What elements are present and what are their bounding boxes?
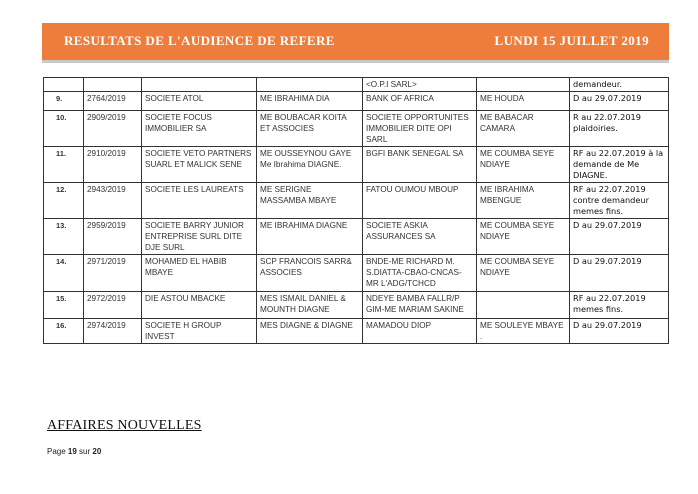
cell-num: 13. (44, 219, 84, 255)
cell-num: 11. (44, 147, 84, 183)
cell-lawyer1: ME BOUBACAR KOITA ET ASSOCIES (257, 111, 363, 147)
cell-lawyer2: ME COUMBA SEYE NDIAYE (477, 219, 570, 255)
cell-lawyer1: ME SERIGNE MASSAMBA MBAYE (257, 183, 363, 219)
cell-num: 15. (44, 292, 84, 319)
cell-party1: SOCIETE ATOL (142, 92, 257, 111)
table-row (44, 219, 669, 255)
cell-party1: MOHAMED EL HABIB MBAYE (142, 255, 257, 292)
cell-lawyer2: ME SOULEYE MBAYE . (477, 319, 570, 344)
table-row (44, 111, 669, 147)
cell-result: D au 29.07.2019 (570, 319, 669, 344)
document-title: RESULTATS DE L'AUDIENCE DE REFERE (64, 33, 335, 48)
cell-case: 2974/2019 (84, 319, 142, 344)
table-row (44, 183, 669, 219)
table-row (44, 319, 669, 344)
hearing-date: LUNDI 15 JUILLET 2019 (494, 33, 649, 48)
cell-party2: BGFI BANK SENEGAL SA (363, 147, 477, 183)
cell-lawyer1: MES ISMAIL DANIEL & MOUNTH DIAGNE (257, 292, 363, 319)
cell-result: D au 29.07.2019 (570, 92, 669, 111)
cell-case: 2971/2019 (84, 255, 142, 292)
results-table (43, 77, 669, 344)
cell-case: 2972/2019 (84, 292, 142, 319)
cell-party2: FATOU OUMOU MBOUP (363, 183, 477, 219)
cell-lawyer1: SCP FRANCOIS SARR& ASSOCIES (257, 255, 363, 292)
table-row-continuation (44, 78, 669, 92)
cell-case: 2959/2019 (84, 219, 142, 255)
cell-lawyer1: ME IBRAHIMA DIA (257, 92, 363, 111)
cell-lawyer2: ME COUMBA SEYE NDIAYE (477, 147, 570, 183)
page-footer (47, 447, 101, 456)
cell-party2: MAMADOU DIOP (363, 319, 477, 344)
cell-result: RF au 22.07.2019 à la demande de Me DIAGNE. (570, 147, 669, 183)
cell-result: D au 29.07.2019 (570, 255, 669, 292)
cell-party1: SOCIETE FOCUS IMMOBILIER SA (142, 111, 257, 147)
table-row (44, 92, 669, 111)
cell-lawyer2: ME HOUDA (477, 92, 570, 111)
cell-lawyer2: ME BABACAR CAMARA (477, 111, 570, 147)
cell-result: RF au 22.07.2019 memes fins. (570, 292, 669, 319)
section-title: AFFAIRES NOUVELLES (47, 418, 202, 433)
cell-num: 14. (44, 255, 84, 292)
continuation-result: demandeur. (570, 78, 669, 92)
cell-result: RF au 22.07.2019 contre demandeur memes fins. (570, 183, 669, 219)
cell-party2: SOCIETE OPPORTUNITES IMMOBILIER DITE OPI SARL (363, 111, 477, 147)
table-row (44, 255, 669, 292)
page-total: 20 (92, 447, 102, 456)
footer-middle: sur (76, 447, 93, 456)
cell-case: 2909/2019 (84, 111, 142, 147)
page-number: 19 (67, 447, 77, 456)
cell-party2: NDEYE BAMBA FALLR/P GIM-ME MARIAM SAKINE (363, 292, 477, 319)
cell-num: 10. (44, 111, 84, 147)
cell-result: R au 22.07.2019 plaidoiries. (570, 111, 669, 147)
cell-case: 2943/2019 (84, 183, 142, 219)
cell-num: 12. (44, 183, 84, 219)
cell-num: 16. (44, 319, 84, 344)
cell-result: D au 29.07.2019 (570, 219, 669, 255)
cell-party2: BANK OF AFRICA (363, 92, 477, 111)
cell-party1: SOCIETE BARRY JUNIOR ENTREPRISE SURL DITE DJE SURL (142, 219, 257, 255)
continuation-party: <O.P.I SARL> (363, 78, 477, 92)
cell-lawyer1: MES DIAGNE & DIAGNE (257, 319, 363, 344)
cell-lawyer2: ME COUMBA SEYE NDIAYE (477, 255, 570, 292)
cell-party2: SOCIETE ASKIA ASSURANCES SA (363, 219, 477, 255)
cell-case: 2910/2019 (84, 147, 142, 183)
cell-party2: BNDE-ME RICHARD M. S.DIATTA-CBAO-CNCAS-MR L'ADG/TCHCD (363, 255, 477, 292)
cell-lawyer2 (477, 292, 570, 319)
cell-case: 2764/2019 (84, 92, 142, 111)
header-banner (42, 23, 669, 60)
table-row (44, 147, 669, 183)
cell-num: 9. (44, 92, 84, 111)
footer-prefix: Page (47, 447, 68, 456)
cell-party1: SOCIETE LES LAUREATS (142, 183, 257, 219)
cell-party1: DIE ASTOU MBACKE (142, 292, 257, 319)
cell-lawyer1: ME OUSSEYNOU GAYE Me Ibrahima DIAGNE. (257, 147, 363, 183)
cell-lawyer1: ME IBRAHIMA DIAGNE (257, 219, 363, 255)
cell-lawyer2: ME IBRAHIMA MBENGUE (477, 183, 570, 219)
cell-party1: SOCIETE VETO PARTNERS SUARL ET MALICK SENE (142, 147, 257, 183)
table-row (44, 292, 669, 319)
cell-party1: SOCIETE H GROUP INVEST (142, 319, 257, 344)
